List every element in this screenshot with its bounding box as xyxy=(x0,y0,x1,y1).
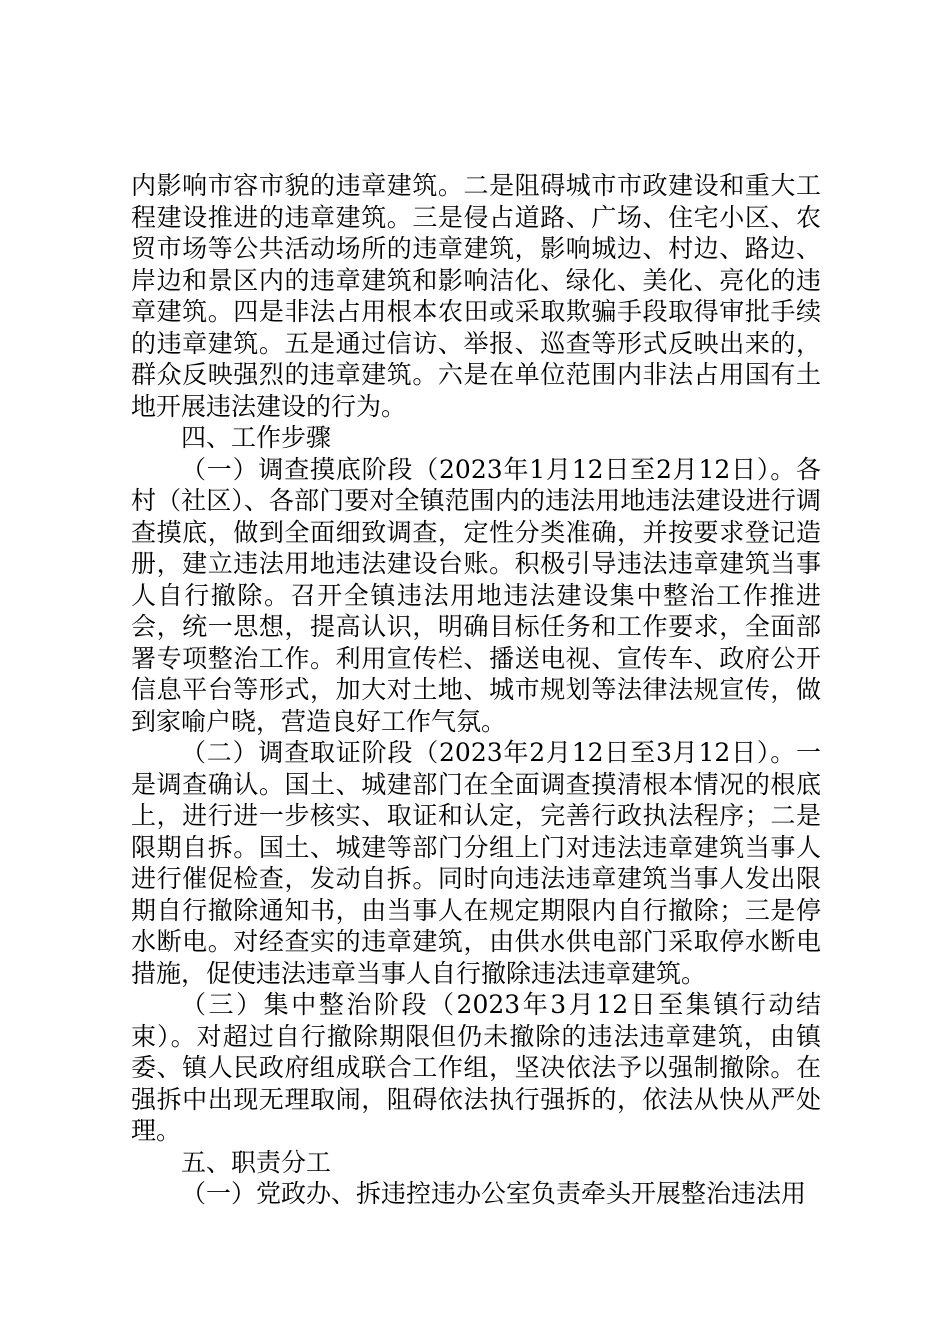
section-heading-responsibilities: 五、职责分工 xyxy=(181,1147,332,1177)
body-paragraph: 内影响市容市貌的违章建筑。二是阻碍城市市政建设和重大工程建设推进的违章建筑。三是侵占道路、广场、住宅小区、农贸市场等公共活动场所的违章建筑，影响城边、村边、路边、岸边和景区内的违章建筑和影响洁化、绿化、美化、亮化的违章建筑。四是非法占用根本农田或采取欺骗手段取得审批手续的违章建筑。五是通过信访、举报、巡查等形式反映出来的，群众反映强烈的违章建筑。六是在单位范围内非法占用国有土地开展违法建设的行为。 xyxy=(131,171,821,421)
document-body xyxy=(131,170,821,1210)
section-heading-work-steps: 四、工作步骤 xyxy=(181,423,332,452)
body-paragraph-responsibility-1: （一）党政办、拆违控违办公室负责牵头开展整治违法用 xyxy=(181,1179,807,1208)
body-paragraph-stage-3: （三）集中整治阶段（2023年3月12日至集镇行动结束）。对超过自行撤除期限但仍未撤除的违法违章建筑，由镇委、镇人民政府组成联合工作组，坚决依法予以强制撤除。在强拆中出现无理取闹，阻碍依法执行强拆的，依法从快从严处理。 xyxy=(131,990,821,1145)
body-paragraph-stage-2: （二）调查取证阶段（2023年2月12日至3月12日）。一是调查确认。国土、城建部门在全面调查摸清根本情况的根底上，进行进一步核实、取证和认定，完善行政执法程序；二是限期自拆。国土、城建等部门分组上门对违法违章建筑当事人进行催促检查，发动自拆。同时向违法违章建筑当事人发出限期自行撤除通知书，由当事人在规定期限内自行撤除；三是停水断电。对经查实的违章建筑，由供水供电部门采取停水断电措施，促使违法违章当事人自行撤除违法违章建筑。 xyxy=(131,738,821,988)
body-paragraph-stage-1: （一）调查摸底阶段（2023年1月12日至2月12日）。各村（社区）、各部门要对全镇范围内的违法用地违法建设进行调查摸底，做到全面细致调查，定性分类准确，并按要求登记造册，建立违法用地违法建设台账。积极引导违法违章建筑当事人自行撤除。召开全镇违法用地违法建设集中整治工作推进会，统一思想，提高认识，明确目标任务和工作要求，全面部署专项整治工作。利用宣传栏、播送电视、宣传车、政府公开信息平台等形式，加大对土地、城市规划等法律法规宣传，做到家喻户晓，营造良好工作气氛。 xyxy=(131,454,821,736)
